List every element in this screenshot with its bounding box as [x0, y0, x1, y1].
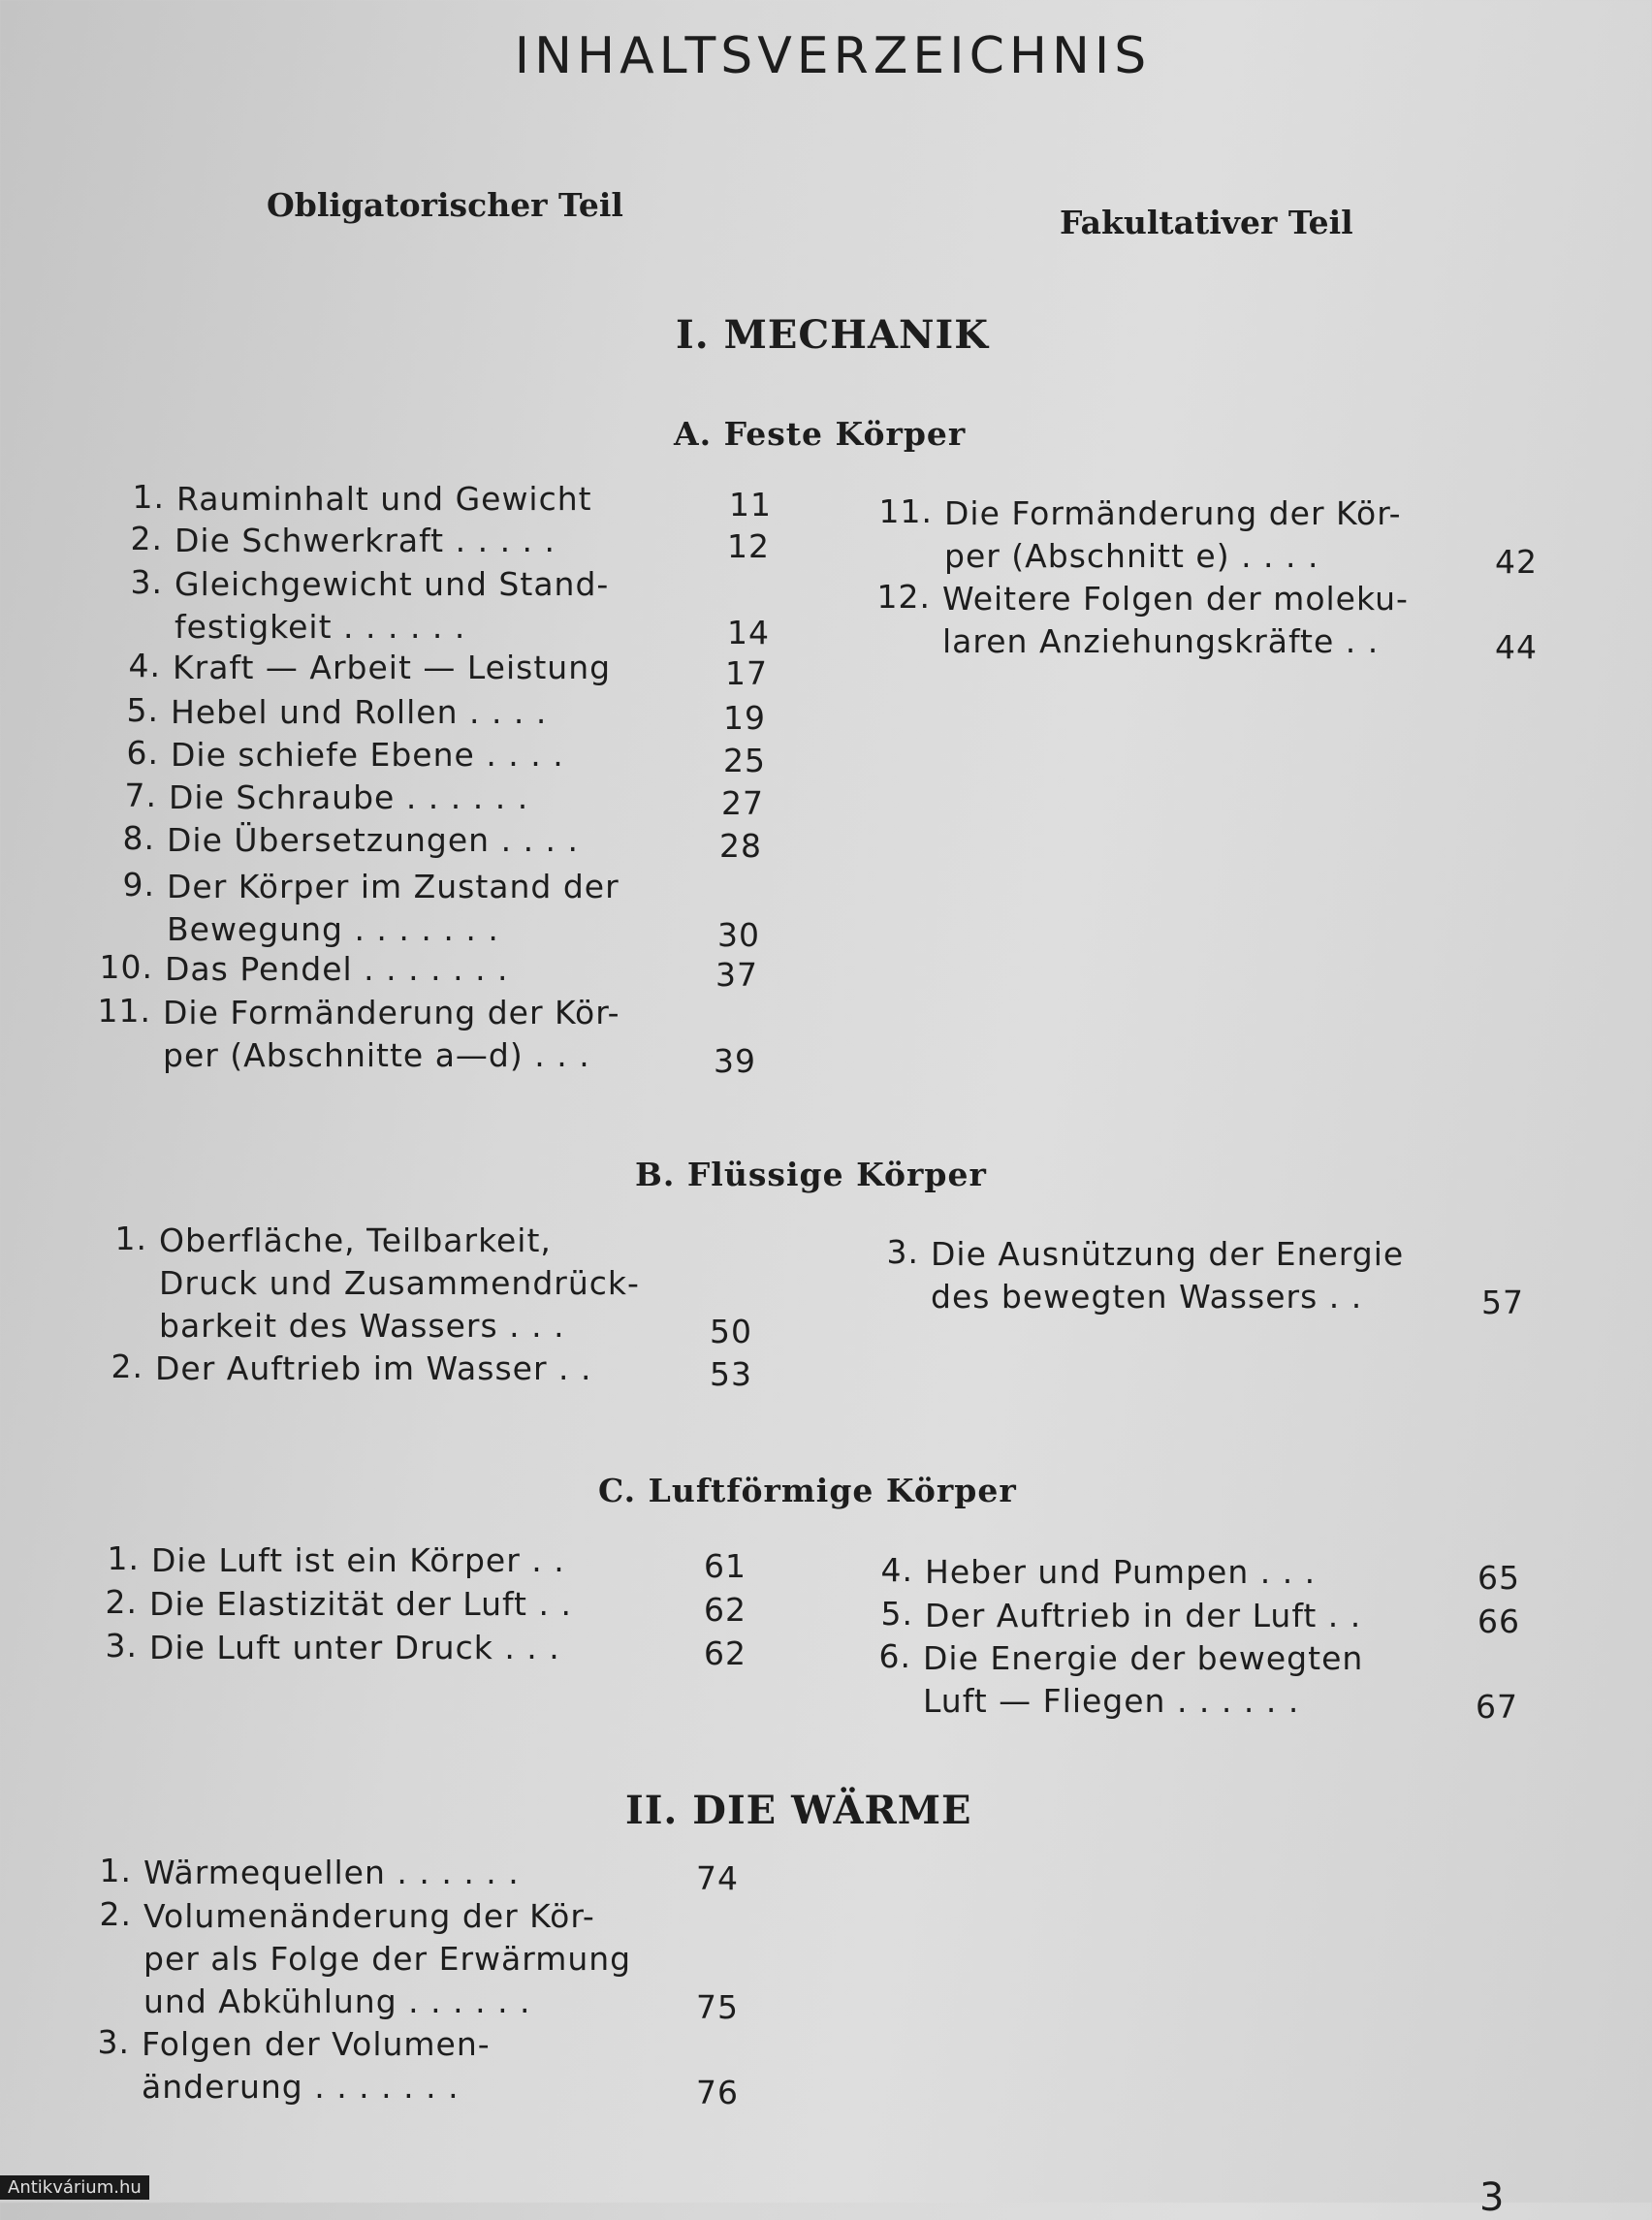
toc-entry — [886, 1233, 1524, 1321]
toc-entry-title: Volumenänderung der Kör- — [143, 1897, 595, 1935]
toc-entry-number: 4. — [880, 1551, 913, 1589]
toc-entry-number: 1. — [114, 1220, 147, 1257]
toc-entry-title: Die Formänderung der Kör- — [163, 994, 620, 1031]
toc-entry-title-cont: laren Anziehungskräfte . . — [942, 622, 1380, 660]
toc-entry — [130, 563, 770, 651]
toc-entry-page: 67 — [1476, 1688, 1518, 1726]
toc-entry-title: Die Luft ist ein Körper . . — [151, 1541, 565, 1579]
toc-entry-title: Hebel und Rollen . . . . — [171, 693, 548, 731]
toc-entry-title-cont: per (Abschnitte a—d) . . . — [163, 1036, 590, 1074]
toc-entry-title: Die schiefe Ebene . . . . — [171, 736, 564, 774]
toc-entry-number: 10. — [99, 948, 153, 986]
toc-entry-title-cont: barkeit des Wassers . . . — [159, 1307, 565, 1345]
toc-entry — [880, 1595, 1520, 1640]
subsection-heading-feste-koerper: A. Feste Körper — [674, 415, 967, 453]
toc-entry-page: 66 — [1477, 1602, 1520, 1640]
toc-entry-title-cont: des bewegten Wassers . . — [931, 1278, 1363, 1316]
page-number: 3 — [1479, 2175, 1505, 2220]
column-heading-obligatory: Obligatorischer Teil — [267, 186, 623, 224]
subsection-heading-luftfoermige-koerper: C. Luftförmige Körper — [598, 1472, 1017, 1509]
toc-entry-page: 76 — [696, 2074, 739, 2111]
toc-entry-number: 7. — [124, 777, 157, 814]
toc-entry-number: 3. — [886, 1233, 919, 1271]
toc-entry — [124, 777, 764, 822]
subsection-heading-fluessige-koerper: B. Flüssige Körper — [635, 1156, 987, 1193]
toc-entry-number: 1. — [132, 478, 165, 516]
toc-entry-title-cont: per als Folge der Erwärmung — [143, 1940, 632, 1978]
page-title: INHALTSVERZEICHNIS — [514, 27, 1152, 85]
toc-entry-page: 42 — [1495, 543, 1538, 581]
toc-entry-title: Der Körper im Zustand der — [167, 868, 620, 905]
toc-entry — [126, 734, 766, 779]
toc-entry-page: 30 — [717, 916, 760, 954]
toc-entry-title: Die Übersetzungen . . . . — [167, 821, 580, 859]
toc-entry-title-cont: festigkeit . . . . . . — [175, 608, 466, 646]
toc-entry-number: 11. — [97, 992, 151, 1030]
toc-entry-number: 9. — [122, 866, 155, 904]
toc-entry-page: 27 — [721, 784, 764, 822]
toc-entry-title: Rauminhalt und Gewicht — [176, 480, 592, 518]
toc-entry-title: Die Energie der bewegten — [923, 1639, 1364, 1677]
toc-entry-title: Kraft — Arbeit — Leistung — [173, 649, 612, 686]
toc-entry-page: 53 — [710, 1355, 752, 1393]
toc-entry-number: 5. — [880, 1595, 913, 1633]
toc-entry-number: 3. — [97, 2023, 130, 2061]
toc-entry-title-cont: und Abkühlung . . . . . . — [143, 1982, 531, 2020]
toc-entry-page: 75 — [696, 1988, 739, 2026]
toc-entry — [130, 520, 770, 565]
toc-entry — [128, 647, 768, 692]
toc-entry-title: Die Luft unter Druck . . . — [149, 1629, 560, 1666]
toc-entry-number: 8. — [122, 819, 155, 857]
toc-entry — [97, 992, 756, 1080]
toc-entry-page: 62 — [704, 1634, 747, 1672]
toc-entry-page: 19 — [723, 699, 766, 737]
toc-entry — [107, 1539, 747, 1585]
toc-entry-number: 6. — [878, 1637, 911, 1675]
toc-entry — [878, 492, 1538, 581]
toc-entry-page: 37 — [715, 956, 758, 994]
toc-entry — [876, 578, 1538, 666]
toc-entry-page: 28 — [719, 827, 762, 865]
watermark-footer: Antikvárium.hu — [0, 2175, 149, 2200]
toc-entry — [132, 478, 772, 523]
toc-entry — [97, 2023, 739, 2111]
toc-entry-number: 11. — [878, 492, 933, 530]
toc-entry — [126, 691, 766, 737]
toc-entry — [122, 819, 762, 865]
toc-entry-title-cont: per (Abschnitt e) . . . . — [944, 537, 1319, 575]
toc-entry-title-cont: Druck und Zusammendrück- — [159, 1264, 640, 1302]
toc-entry — [111, 1348, 752, 1393]
toc-entry — [880, 1551, 1520, 1597]
toc-entry-number: 3. — [130, 563, 163, 601]
toc-entry-number: 3. — [105, 1627, 138, 1665]
toc-entry-title-cont: Bewegung . . . . . . . — [167, 910, 499, 948]
toc-entry — [122, 866, 760, 954]
column-heading-optional: Fakultativer Teil — [1060, 204, 1353, 241]
toc-entry-number: 2. — [130, 520, 163, 557]
toc-entry-title-cont: Luft — Fliegen . . . . . . — [923, 1682, 1300, 1720]
toc-entry-title-cont: änderung . . . . . . . — [142, 2068, 460, 2106]
toc-entry-page: 14 — [727, 614, 770, 651]
toc-entry — [105, 1583, 747, 1629]
toc-entry-title: Die Schraube . . . . . . — [169, 778, 529, 816]
toc-entry-page: 61 — [704, 1547, 747, 1585]
toc-entry-number: 4. — [128, 647, 161, 684]
toc-entry-title: Die Ausnützung der Energie — [931, 1235, 1405, 1273]
toc-entry-number: 1. — [107, 1539, 140, 1577]
toc-entry-page: 44 — [1495, 628, 1538, 666]
toc-entry-number: 1. — [99, 1852, 132, 1889]
toc-entry-page: 11 — [729, 486, 772, 523]
toc-entry-title: Der Auftrieb in der Luft . . — [925, 1597, 1362, 1634]
toc-entry — [99, 1852, 739, 1897]
toc-entry-page: 25 — [723, 742, 766, 779]
toc-entry-title: Wärmequellen . . . . . . — [143, 1854, 520, 1891]
toc-entry-title: Das Pendel . . . . . . . — [165, 950, 509, 988]
section-heading-mechanik: I. MECHANIK — [676, 312, 990, 358]
toc-entry-page: 62 — [704, 1591, 747, 1629]
toc-entry-number: 2. — [99, 1895, 132, 1933]
toc-entry-title: Die Formänderung der Kör- — [944, 494, 1402, 532]
toc-entry-title: Der Auftrieb im Wasser . . — [155, 1349, 592, 1387]
toc-entry-page: 12 — [727, 527, 770, 565]
toc-entry-title: Heber und Pumpen . . . — [925, 1553, 1317, 1591]
toc-entry-page: 74 — [696, 1859, 739, 1897]
toc-entry-number: 5. — [126, 691, 159, 729]
toc-entry — [114, 1220, 752, 1350]
toc-entry — [878, 1637, 1518, 1726]
toc-entry-title: Folgen der Volumen- — [142, 2025, 491, 2063]
toc-entry-number: 12. — [876, 578, 931, 616]
toc-entry-page: 50 — [710, 1313, 752, 1350]
toc-entry — [99, 948, 758, 994]
toc-entry-title: Weitere Folgen der moleku- — [942, 580, 1409, 618]
toc-entry-title: Die Elastizität der Luft . . — [149, 1585, 572, 1623]
toc-entry-page: 17 — [725, 654, 768, 692]
toc-entry — [99, 1895, 739, 2026]
toc-entry-title: Oberfläche, Teilbarkeit, — [159, 1221, 552, 1259]
toc-entry-page: 65 — [1477, 1559, 1520, 1597]
toc-entry-title: Die Schwerkraft . . . . . — [175, 522, 556, 559]
toc-entry-page: 39 — [714, 1042, 756, 1080]
toc-entry-title: Gleichgewicht und Stand- — [175, 565, 610, 603]
toc-entry-number: 6. — [126, 734, 159, 772]
toc-entry-number: 2. — [111, 1348, 143, 1385]
toc-entry-number: 2. — [105, 1583, 138, 1621]
section-heading-waerme: II. DIE WÄRME — [625, 1788, 972, 1833]
toc-entry — [105, 1627, 747, 1672]
toc-entry-page: 57 — [1481, 1284, 1524, 1321]
